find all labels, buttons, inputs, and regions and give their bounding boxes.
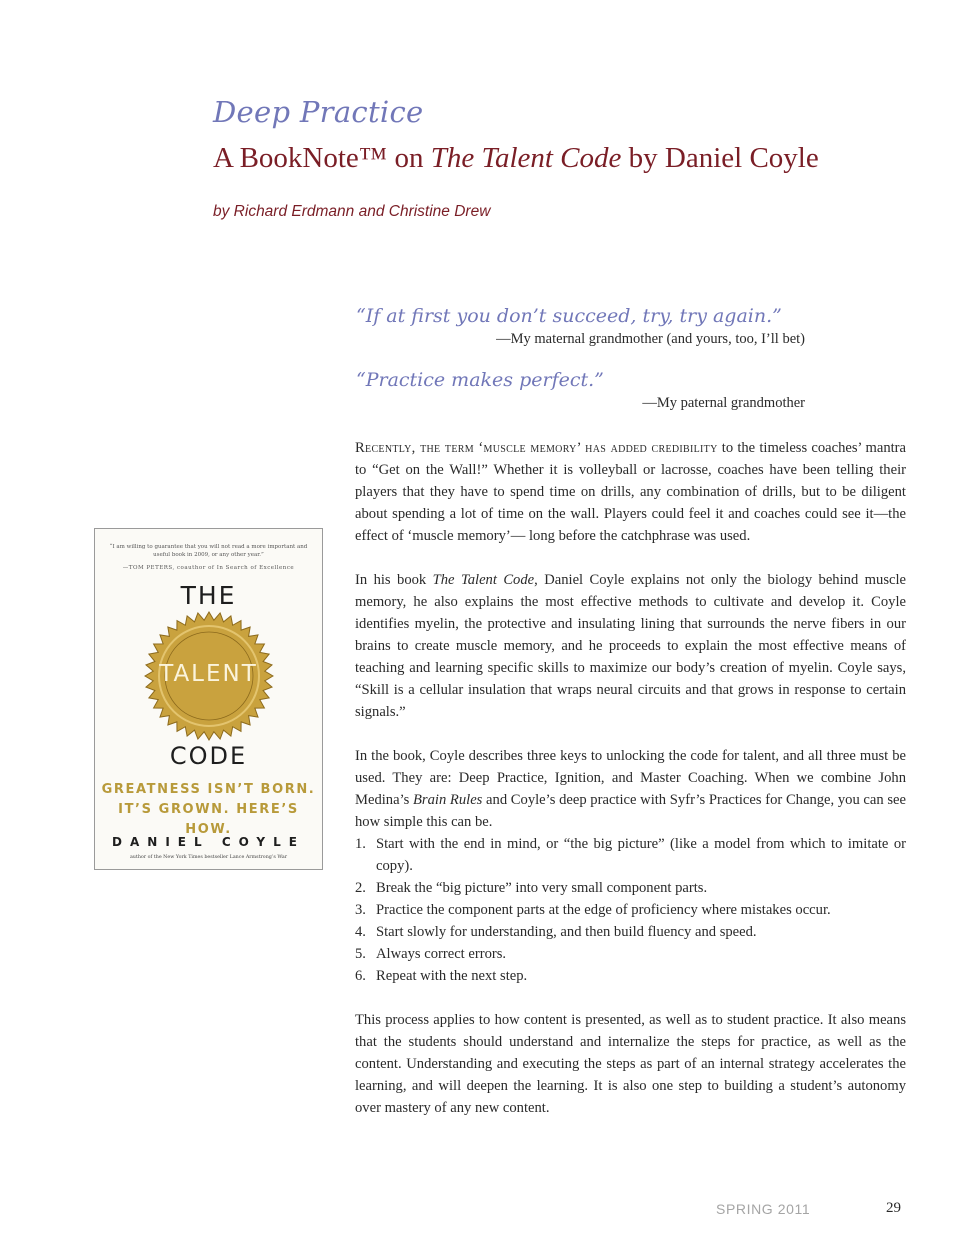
steps-list (355, 833, 906, 987)
paragraph-2-book: The Talent Code (432, 572, 535, 588)
list-item-text: Break the “big picture” into very small component parts. (376, 880, 708, 896)
cover-tagline-1: GREATNESS ISN’T BORN. (101, 782, 316, 797)
list-item (355, 943, 906, 965)
cover-word-the: THE (180, 581, 237, 610)
section-kicker: Deep Practice (213, 95, 424, 129)
paragraph-2-a: In his book (355, 572, 433, 588)
list-item (355, 877, 906, 899)
book-cover-image (94, 528, 323, 870)
paragraph-3-a: In the book, Coyle describes three keys to unlocking the code for talent, and all three must be used. They are: Deep Practice, Ignition, and Master Coaching. When we combine John Medina’s (355, 748, 906, 808)
lead-in: Recently, the term ‘muscle memory’ has added credibility (355, 440, 718, 456)
list-item (355, 921, 906, 943)
paragraph-1-text: to the timeless coaches’ mantra to “Get on the Wall!” Whether it is volleyball or lacrosse, coaches have been telling their players that they have to spend time on drills, any combination of drills, but to be diligent about spending a lot of time on the wall. Players could feel it and coaches could see it—the effect of ‘muscle memory’— long before the catchphrase was used. (355, 440, 907, 544)
list-number: 1. (355, 836, 366, 852)
list-item-text: Repeat with the next step. (376, 968, 528, 984)
paragraph-3 (355, 745, 906, 833)
article-title (213, 142, 819, 175)
cover-praise-attribution: —TOM PETERS, coauthor of In Search of Excellence (122, 565, 295, 571)
list-item-text: Always correct errors. (376, 946, 507, 962)
cover-praise-quote: “I am willing to guarantee that you will not read a more important and useful book in 2009, or any other year.” (109, 544, 308, 558)
paragraph-2-b: , Daniel Coyle explains not only the biology behind muscle memory, he also explains the most effective methods to cultivate and develop it. Coyle identifies myelin, the protective and insulating lining that surrounds the nerve fibers in our brains to create muscle memory, and he proceeds to explain the most effective means of teaching and learning specific skills to maximize our body’s creation of myelin. Coyle says, “Skill is a cellular insulation that wraps neural circuits and that grows in response to certain signals.” (355, 572, 907, 720)
list-item-text: Start slowly for understanding, and then build fluency and speed. (376, 924, 757, 940)
epigraph-quote-1: “If at first you don’t succeed, try, try again.” (356, 305, 782, 327)
epigraph-attribution-1: —My maternal grandmother (and yours, too, I’ll bet) (496, 331, 805, 347)
list-item (355, 899, 906, 921)
article-body (355, 437, 906, 1141)
list-number: 4. (355, 924, 366, 940)
page-number: 29 (886, 1200, 901, 1216)
list-number: 5. (355, 946, 366, 962)
list-item (355, 965, 906, 987)
list-item-text: Practice the component parts at the edge of proficiency where mistakes occur. (376, 902, 831, 918)
cover-tagline-2: IT’S GROWN. HERE’S HOW. (118, 802, 299, 837)
list-number: 3. (355, 902, 366, 918)
title-prefix: A BookNote™ on (213, 142, 431, 174)
cover-word-talent: TALENT (159, 661, 258, 687)
cover-author: DANIEL COYLE (112, 835, 305, 849)
footer-issue: SPRING 2011 (716, 1201, 811, 1217)
list-item-text: Start with the end in mind, or “the big picture” (like a model from which to imitate or copy). (376, 836, 906, 874)
list-item (355, 833, 906, 877)
paragraph-4: This process applies to how content is presented, as well as to student practice. It also means that the students should understand and internalize the steps for practice, as well as the content. Understanding and executing the steps as part of an internal strategy accelerates the learning, and will deepen the learning. It is also one step to building a student’s autonomy over mastery of any new content. (355, 1012, 906, 1116)
cover-tagline (95, 780, 322, 840)
title-suffix: by Daniel Coyle (621, 142, 819, 174)
cover-word-code: CODE (169, 742, 248, 770)
list-number: 6. (355, 968, 366, 984)
epigraph-attribution-2: —My paternal grandmother (642, 395, 805, 411)
list-number: 2. (355, 880, 366, 896)
cover-author-note: author of the New York Times bestseller Lance Armstrong’s War (129, 855, 288, 860)
paragraph-2 (355, 569, 906, 723)
byline: by Richard Erdmann and Christine Drew (213, 203, 491, 220)
paragraph-3-book: Brain Rules (413, 792, 483, 808)
paragraph-3-b: and Coyle’s deep practice with Syfr’s Practices for Change, you can see how simple this can be. (355, 792, 906, 830)
epigraph-quote-2: “Practice makes perfect.” (356, 369, 604, 391)
paragraph-1 (355, 437, 906, 547)
title-book: The Talent Code (430, 142, 622, 174)
